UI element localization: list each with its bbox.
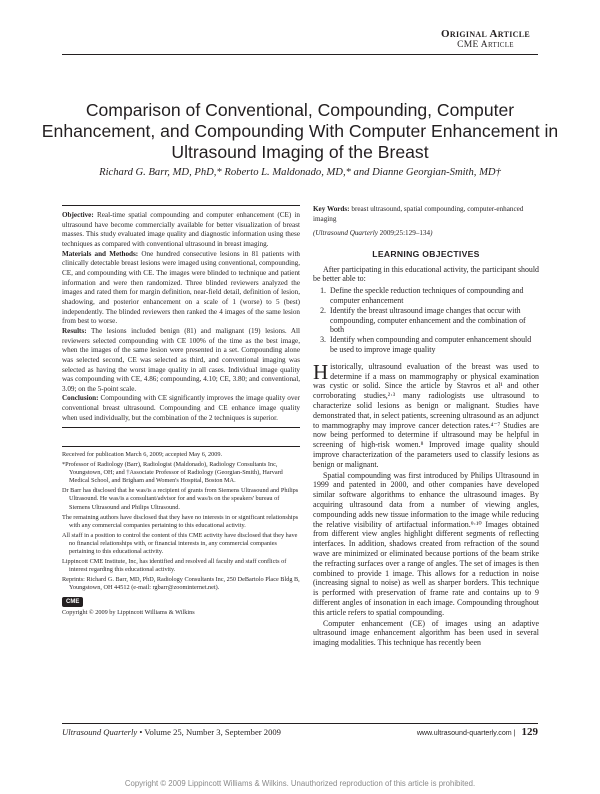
- footnote: *Professor of Radiology (Barr), Radiologist (Maldonado), Radiology Consultants Inc, Youngstown, OH; and †Associate Professor of Radiology (Georgian-Smith), Harvard Medical School, and Brigham and Women's Hospital, Boston MA.: [62, 461, 283, 485]
- methods-label: Materials and Methods:: [62, 249, 139, 258]
- objective-item: 1. Define the speckle reduction techniques of compounding and computer enhancement: [328, 286, 539, 306]
- footnote: Reprints: Richard G. Barr, MD, PhD, Radiology Consultants Inc, 250 DeBartolo Place Bldg B, Youngstown, OH 44512 (e-mail: rgbarr@zoominternet.net).: [62, 576, 300, 592]
- body-paragraph: [313, 359, 539, 470]
- abstract-methods: [62, 250, 300, 327]
- learning-objectives-list: [313, 286, 539, 355]
- footer-details: • Volume 25, Number 3, September 2009: [137, 727, 281, 737]
- abstract-objective: [62, 211, 300, 250]
- citation: (Ultrasound Quarterly 2009;25:129–134): [313, 229, 433, 238]
- right-column: [313, 205, 539, 649]
- footnotes: [62, 446, 300, 617]
- footnote: Dr Barr has disclosed that he was/is a recipient of grants from Siemens Ultrasound and Philips Ultrasound. He was/is a consultant/advisor for and was/is on the speakers' bureau of Siemens Ultrasound and Philips Ultrasound.: [62, 487, 299, 511]
- article-type-header: [441, 29, 530, 51]
- drop-cap: H: [313, 359, 329, 384]
- abstract-results: [62, 327, 300, 395]
- objective-label: Objective:: [62, 211, 94, 219]
- methods-text: One hundred consecutive lesions in 81 patients with clinically detectable breast lesions were imaged using conventional, compounding, CE, and compounding with CE. The images were blinded to technique and patient information and were then randomized. Three blinded reviewers analyzed the images and rated them for margin definition, near-field detail, definition of lesion, shadowing, and posterior enhancement on a scale of 1 (worse) to 5 (best) independently. The blinded reviewers then ranked the 4 images of the same lesion from best to worse.: [62, 249, 301, 326]
- footnote: The remaining authors have disclosed that they have no interests in or significant relationships with any commercial companies pertaining to this educational activity.: [62, 513, 299, 529]
- footnote: Received for publication March 6, 2009; accepted May 6, 2009.: [62, 451, 223, 458]
- abstract-box: [62, 205, 300, 428]
- keywords-label: Key Words:: [313, 205, 350, 213]
- article-type: Original Article: [441, 28, 530, 40]
- author-list: Richard G. Barr, MD, PhD,* Roberto L. Maldonado, MD,* and Dianne Georgian-Smith, MD†: [99, 167, 501, 178]
- cme-logo-icon: CME: [62, 597, 83, 607]
- objective-item: 3. Identify when compounding and computer enhancement should be used to improve image quality: [328, 335, 539, 355]
- footnote: Lippincott CME Institute, Inc, has identified and resolved all faculty and staff conflicts of interest regarding this educational activity.: [62, 558, 287, 574]
- paragraph-text: istorically, ultrasound evaluation of the breast was used to determine if a mass on mammography or physical examination was cystic or solid. Since the article by Stavros et al¹ and other corroborating studies,²·³ many radiologists use ultrasound to characterize solid lesions as benign or malignant. Studies have demonstrated that, in select patients, screening ultrasound as an adjunct to mammography may improve cancer detection rates.⁴⁻⁷ Studies are now being performed to determine if ultrasound may be helpful in screening of high-risk women.⁸ Improved image quality should improve characterization of the parameters used to classify lesions as benign or malignant.: [313, 361, 539, 469]
- article-title: Comparison of Conventional, Compounding, Computer Enhancement, and Compounding With Computer Enhancement in Ultrasound Imaging of the Breast: [41, 100, 559, 162]
- conclusion-text: Compounding with CE significantly improves the image quality over conventional breast ultrasound. Compounding and CE enhance image quality when used individually, but the combination of the 2 techniques is superior.: [62, 394, 300, 422]
- page-number: 129: [521, 726, 538, 738]
- footer-right: www.ultrasound-quarterly.com | 129: [416, 726, 538, 738]
- copyright-notice: Copyright © 2009 Lippincott Williams & Wilkins. Unauthorized reproduction of this article is prohibited.: [124, 779, 476, 788]
- journal-url-link[interactable]: www.ultrasound-quarterly.com: [416, 729, 512, 737]
- learning-objectives-heading: LEARNING OBJECTIVES: [372, 248, 480, 259]
- keywords: [313, 205, 539, 224]
- body-paragraph: Spatial compounding was first introduced by Philips Ultrasound in 1999 and patented in 2000, and other companies have developed similar software algorithms to enhance the ultrasound images. By acquiring ultrasound data from a number of viewing angles, compounding adds new tissue information to the image while reducing the relative visibility of artifactual information.⁹·¹⁰ Images obtained from different view angles highlight different segments of reflecting interfaces. In addition, shadows created from refraction of the sound wave are minimized or eliminated because portions of the beam strike the refracting surfaces over a range of angles. The set of images is then combined to provide 1 image. This allows for a reduction in noise (increasing signal to noise) as well as sharper borders. This technique is performed with preservation of frame rate and contains up to 9 different angles of insonation in each image. Compounding throughout this article refers to spatial compounding.: [313, 470, 539, 617]
- journal-copyright: Copyright © 2009 by Lippincott Williams & Wilkins: [62, 608, 195, 616]
- conclusion-label: Conclusion:: [62, 394, 99, 403]
- abstract-conclusion: [62, 394, 300, 423]
- results-label: Results:: [62, 326, 87, 335]
- header-rule: [62, 54, 538, 55]
- objective-item: 2. Identify the breast ultrasound image changes that occur with compounding, computer enhancement and the combination of both: [328, 306, 539, 335]
- results-text: The lesions included benign (81) and malignant (19) lesions. All reviewers selected compounding with CE 100% of the time as the best image, when the images of the same lesion were presented in a set. Compounding alone was selected second, CE was selected as third, and conventional imaging was selected as having the worst image quality in all cases. Individual image quality was compounding with CE, 4.86; compounding, 4.10; CE, 3.80; and conventional, 3.09; on the 5-point scale.: [62, 326, 301, 393]
- learning-objectives-intro: After participating in this educational activity, the participant should be better able to:: [313, 264, 539, 284]
- body-paragraph: Computer enhancement (CE) of images using an adaptive ultrasound image enhancement algorithm has been used in several imaging modalities. This technique has recently been: [313, 618, 539, 648]
- footer-journal: Ultrasound Quarterly: [62, 727, 138, 737]
- keywords-text: breast ultrasound, spatial compounding, computer-enhanced imaging: [313, 205, 524, 223]
- footer-journal-info: [62, 727, 281, 737]
- citation-ref: 2009;25:129–134: [379, 229, 431, 238]
- article-subtype: CME Article: [457, 40, 514, 50]
- footnote: All staff in a position to control the content of this CME activity have disclosed that they have no financial relationships with, or financial interests in, any commercial companies pertaining to this educational activity.: [62, 531, 298, 556]
- body-text: [313, 359, 539, 648]
- footer-rule: [62, 723, 538, 724]
- objective-text: Real-time spatial compounding and computer enhancement (CE) in ultrasound have become commercially available for better visualization of breast masses. This study evaluated image quality and diagnostic information using these techniques as compared with conventional ultrasound in breast imaging.: [62, 211, 300, 248]
- citation-journal: Ultrasound Quarterly: [315, 229, 378, 238]
